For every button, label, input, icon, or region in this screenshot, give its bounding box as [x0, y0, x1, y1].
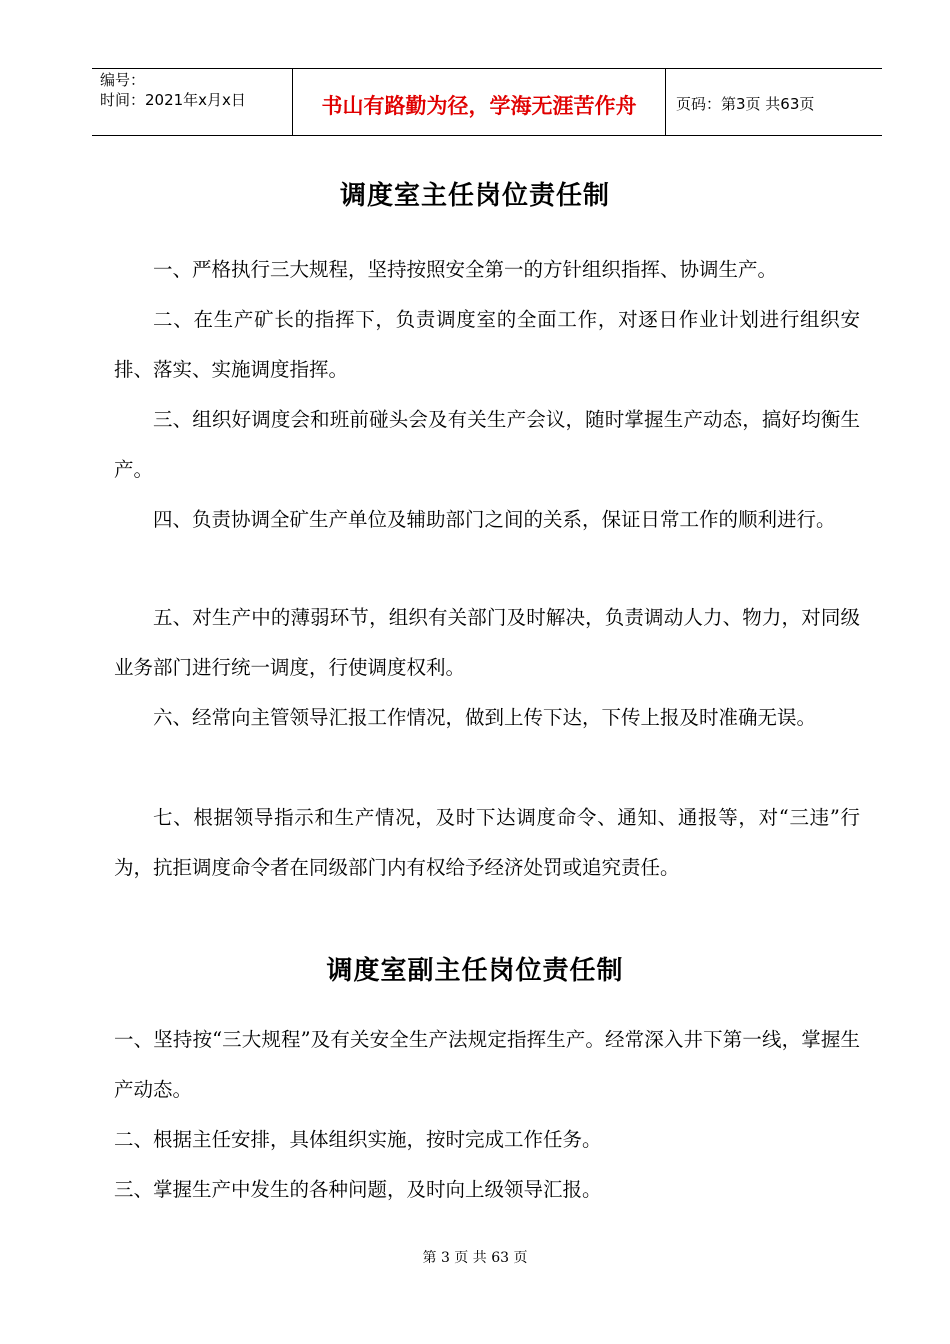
section2-paragraph-1: 一、坚持按“三大规程”及有关安全生产法规定指挥生产。经常深入井下第一线，掌握生产动态。 [114, 1028, 860, 1101]
time-label: 时间：2021年x月x日 [100, 91, 246, 109]
header-divider-right [665, 68, 666, 136]
section1-title: 调度室主任岗位责任制 [339, 181, 610, 211]
section1-paragraph-4: 四、负责协调全矿生产单位及辅助部门之间的关系，保证日常工作的顺利进行。 [153, 508, 836, 531]
header-bottom-rule [92, 135, 882, 136]
number-label: 编号： [100, 71, 146, 89]
section1-paragraph-6: 六、经常向主管领导汇报工作情况，做到上传下达，下传上报及时准确无误。 [153, 706, 817, 729]
section1-paragraph-3: 三、组织好调度会和班前碰头会及有关生产会议，随时掌握生产动态，搞好均衡生产。 [114, 408, 860, 481]
header-meta [100, 70, 246, 110]
section1-paragraph-1: 一、严格执行三大规程，坚持按照安全第一的方针组织指挥、协调生产。 [153, 258, 778, 281]
section2-paragraph-3: 三、掌握生产中发生的各种问题，及时向上级领导汇报。 [114, 1178, 602, 1201]
header-top-rule [92, 68, 882, 69]
section1-paragraph-5: 五、对生产中的薄弱环节，组织有关部门及时解决，负责调动人力、物力，对同级业务部门进行统一调度，行使调度权利。 [114, 606, 860, 679]
page-footer: 第 3 页 共 63 页 [422, 1250, 528, 1266]
header-page-number: 页码：第3页 共63页 [676, 95, 815, 113]
section1-paragraph-7: 七、根据领导指示和生产情况，及时下达调度命令、通知、通报等，对“三违”行为，抗拒调度命令者在同级部门内有权给予经济处罚或追究责任。 [114, 806, 860, 879]
section1-paragraph-2: 二、在生产矿长的指挥下，负责调度室的全面工作，对逐日作业计划进行组织安排、落实、实施调度指挥。 [114, 308, 860, 381]
section2-paragraph-2: 二、根据主任安排，具体组织实施，按时完成工作任务。 [114, 1128, 602, 1151]
header-motto: 书山有路勤为径，学海无涯苦作舟 [321, 94, 637, 118]
section2-title: 调度室副主任岗位责任制 [326, 956, 624, 986]
